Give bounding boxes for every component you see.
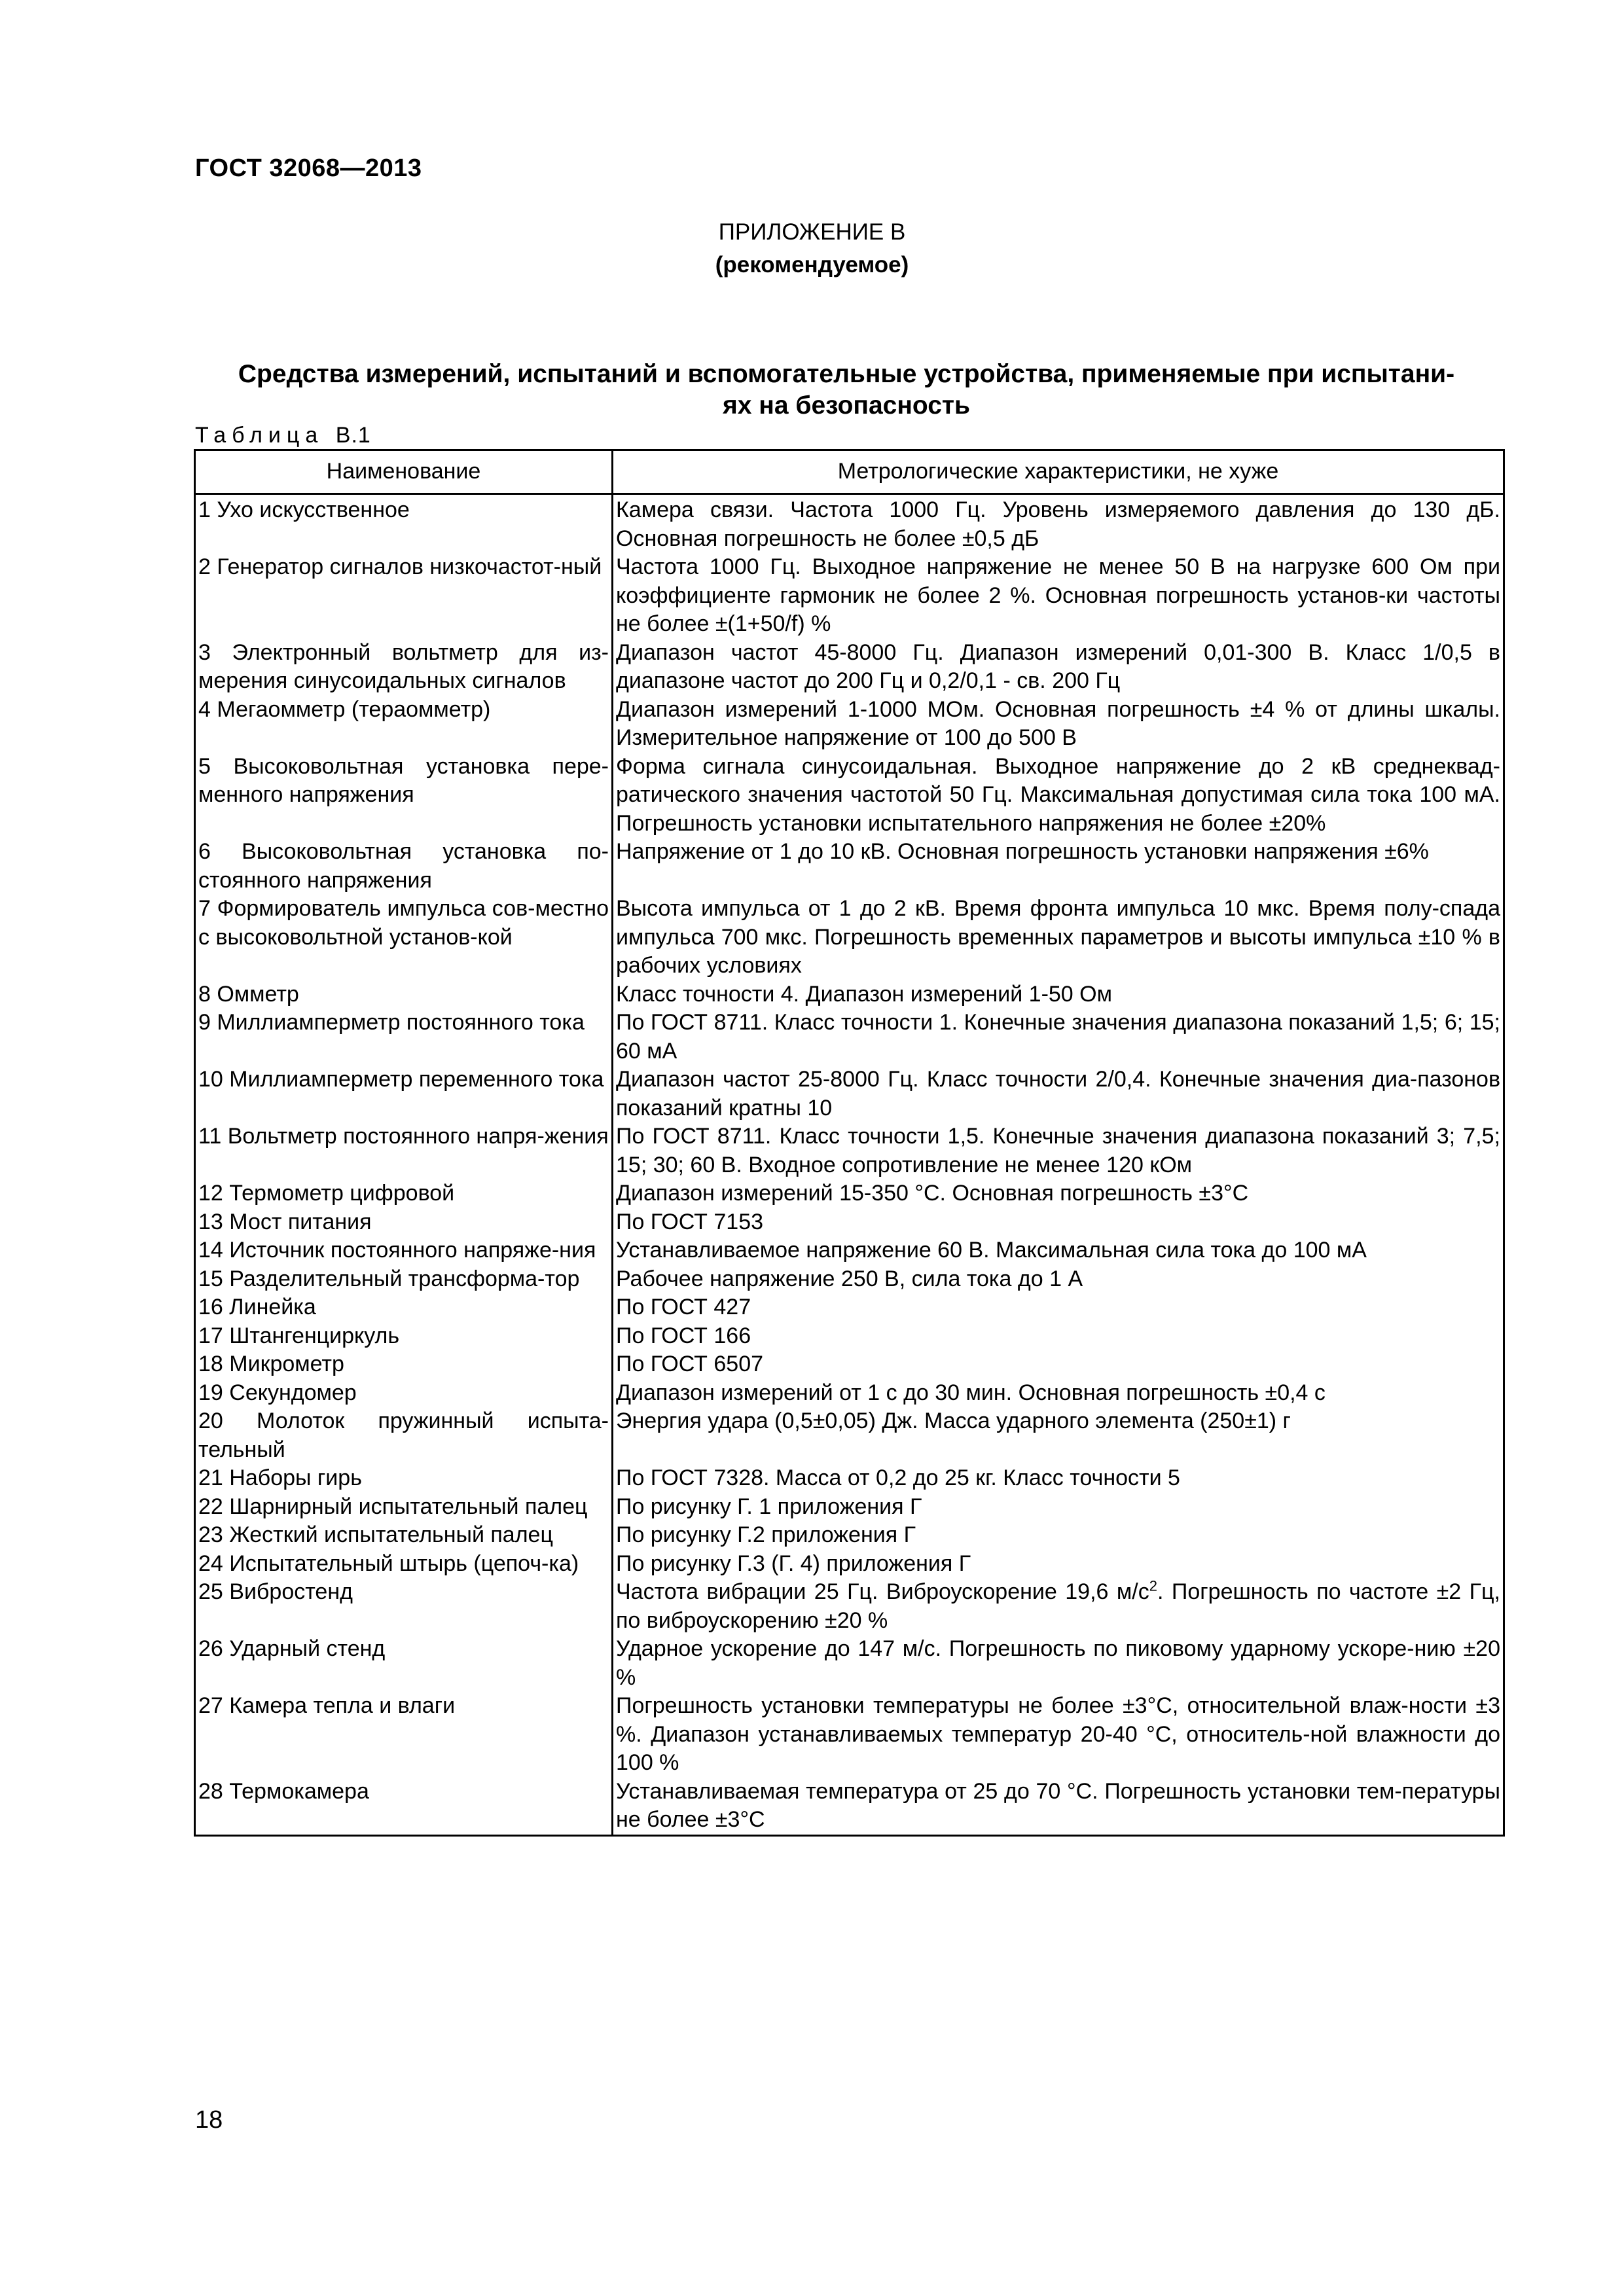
instrument-spec-cell: По ГОСТ 7328. Масса от 0,2 до 25 кг. Класс точности 5: [613, 1464, 1504, 1493]
instrument-spec-cell: По ГОСТ 166: [613, 1322, 1504, 1351]
instrument-name-cell: 26 Ударный стенд: [195, 1635, 613, 1692]
instrument-spec-cell: По ГОСТ 8711. Класс точности 1. Конечные значения диапазона показаний 1,5; 6; 15; 60 мА: [613, 1009, 1504, 1066]
section-title: [195, 359, 1498, 422]
instrument-name-cell: 5 Высоковольтная установка пере-менного напряжения: [195, 753, 613, 838]
table-row: [195, 639, 1504, 696]
instrument-name-cell: 25 Вибростенд: [195, 1578, 613, 1635]
table-row: [195, 1236, 1504, 1265]
table-row: [195, 1407, 1504, 1464]
instrument-name-cell: 12 Термометр цифровой: [195, 1179, 613, 1208]
instrument-spec-cell: Погрешность установки температуры не более ±3°С, относительной влаж-ности ±3 %. Диапазон устанавливаемых температур 20-40 °С, относитель-ной влажности до 100 %: [613, 1692, 1504, 1778]
instrument-spec-cell: [613, 1578, 1504, 1635]
instrument-name-cell: 27 Камера тепла и влаги: [195, 1692, 613, 1778]
instrument-name-cell: 10 Миллиамперметр переменного тока: [195, 1066, 613, 1122]
instrument-spec-cell: Частота 1000 Гц. Выходное напряжение не менее 50 В на нагрузке 600 Ом при коэффициенте гармоник не более 2 %. Основная погрешность установ-ки частоты не более ±(1+50/f) %: [613, 553, 1504, 639]
instrument-name-cell: 15 Разделительный трансформа-тор: [195, 1265, 613, 1294]
instrument-spec-cell: По рисунку Г. 1 приложения Г: [613, 1493, 1504, 1522]
instrument-name-cell: 22 Шарнирный испытательный палец: [195, 1493, 613, 1522]
instrument-spec-cell: По рисунку Г.2 приложения Г: [613, 1521, 1504, 1550]
instrument-spec-cell: Высота импульса от 1 до 2 кВ. Время фронта импульса 10 мкс. Время полу-спада импульса 700 мкс. Погрешность временных параметров и высоты импульса ±10 % в рабочих условиях: [613, 895, 1504, 980]
instruments-table: [194, 449, 1505, 1837]
instrument-spec-cell: Диапазон измерений 1-1000 МОм. Основная погрешность ±4 % от длины шкалы. Измерительное напряжение от 100 до 500 В: [613, 696, 1504, 753]
table-row: [195, 553, 1504, 639]
instrument-name-cell: 11 Вольтметр постоянного напря-жения: [195, 1122, 613, 1179]
instrument-name-cell: 18 Микрометр: [195, 1350, 613, 1379]
instrument-spec-cell: По ГОСТ 7153: [613, 1208, 1504, 1237]
table-row: [195, 1379, 1504, 1408]
appendix-title: ПРИЛОЖЕНИЕ В: [718, 219, 906, 245]
instrument-name-cell: 4 Мегаомметр (тераомметр): [195, 696, 613, 753]
table-caption-word: Таблица: [195, 423, 324, 448]
table-row: [195, 1009, 1504, 1066]
instrument-name-cell: 14 Источник постоянного напряже-ния: [195, 1236, 613, 1265]
table-row: [195, 1265, 1504, 1294]
instrument-name-cell: 20 Молоток пружинный испыта-тельный: [195, 1407, 613, 1464]
instrument-spec-cell: Диапазон частот 25-8000 Гц. Класс точности 2/0,4. Конечные значения диа-пазонов показаний кратны 10: [613, 1066, 1504, 1122]
instrument-spec-cell: Класс точности 4. Диапазон измерений 1-50 Ом: [613, 980, 1504, 1009]
instrument-spec-cell: Напряжение от 1 до 10 кВ. Основная погрешность установки напряжения ±6%: [613, 838, 1504, 895]
table-row: [195, 1066, 1504, 1122]
instrument-name-cell: 8 Омметр: [195, 980, 613, 1009]
instrument-spec-cell: По рисунку Г.3 (Г. 4) приложения Г: [613, 1550, 1504, 1579]
table-row: [195, 1322, 1504, 1351]
column-header-characteristics: Метрологические характеристики, не хуже: [613, 450, 1504, 494]
spec-text-start: Частота вибрации 25 Гц. Виброускорение 19,6 м/с: [616, 1579, 1149, 1604]
instrument-name-cell: 13 Мост питания: [195, 1208, 613, 1237]
table-row: [195, 838, 1504, 895]
table-caption-number: В.1: [335, 423, 371, 448]
instrument-name-cell: 9 Миллиамперметр постоянного тока: [195, 1009, 613, 1066]
instrument-spec-cell: Устанавливаемое напряжение 60 В. Максимальная сила тока до 100 мА: [613, 1236, 1504, 1265]
appendix-heading: [0, 216, 1624, 281]
table-row: [195, 1550, 1504, 1579]
section-title-line2: ях на безопасность: [723, 391, 970, 420]
table-row: [195, 1350, 1504, 1379]
table-row: [195, 1692, 1504, 1778]
instrument-name-cell: 28 Термокамера: [195, 1778, 613, 1836]
appendix-subtitle: (рекомендуемое): [715, 252, 909, 278]
section-title-line1: Средства измерений, испытаний и вспомогательные устройства, применяемые при испытани-: [238, 360, 1455, 388]
table-row: [195, 1778, 1504, 1836]
spec-superscript: 2: [1149, 1577, 1157, 1594]
table-row: [195, 1493, 1504, 1522]
table-row: [195, 1521, 1504, 1550]
instrument-spec-cell: Ударное ускорение до 147 м/с. Погрешность по пиковому ударному ускоре-нию ±20 %: [613, 1635, 1504, 1692]
instrument-name-cell: 21 Наборы гирь: [195, 1464, 613, 1493]
instrument-name-cell: 16 Линейка: [195, 1293, 613, 1322]
instrument-name-cell: 24 Испытательный штырь (цепоч-ка): [195, 1550, 613, 1579]
instrument-name-cell: 2 Генератор сигналов низкочастот-ный: [195, 553, 613, 639]
instrument-name-cell: 1 Ухо искусственное: [195, 494, 613, 554]
table-row: [195, 980, 1504, 1009]
instrument-name-cell: 7 Формирователь импульса сов-местно с высоковольтной установ-кой: [195, 895, 613, 980]
table-row: [195, 494, 1504, 554]
instrument-name-cell: 6 Высоковольтная установка по-стоянного напряжения: [195, 838, 613, 895]
table-row: [195, 1122, 1504, 1179]
instrument-spec-cell: Диапазон частот 45-8000 Гц. Диапазон измерений 0,01-300 В. Класс 1/0,5 в диапазоне частот до 200 Гц и 0,2/0,1 - св. 200 Гц: [613, 639, 1504, 696]
page-number: 18: [195, 2106, 223, 2134]
instrument-spec-cell: По ГОСТ 8711. Класс точности 1,5. Конечные значения диапазона показаний 3; 7,5; 15; 30; 60 В. Входное сопротивление не менее 120 кОм: [613, 1122, 1504, 1179]
table-caption: [195, 423, 371, 448]
instrument-spec-cell: Энергия удара (0,5±0,05) Дж. Масса ударного элемента (250±1) г: [613, 1407, 1504, 1464]
table-header-row: [195, 450, 1504, 494]
table-row: [195, 1578, 1504, 1635]
table-row: [195, 895, 1504, 980]
table-row: [195, 696, 1504, 753]
table-row: [195, 753, 1504, 838]
instrument-name-cell: 19 Секундомер: [195, 1379, 613, 1408]
instrument-spec-cell: Форма сигнала синусоидальная. Выходное напряжение до 2 кВ среднеквад-ратического значения частотой 50 Гц. Максимальная допустимая сила тока 100 мА. Погрешность установки испытательного напряжения не более ±20%: [613, 753, 1504, 838]
instrument-name-cell: 3 Электронный вольтметр для из-мерения синусоидальных сигналов: [195, 639, 613, 696]
instrument-spec-cell: Рабочее напряжение 250 В, сила тока до 1 А: [613, 1265, 1504, 1294]
table-row: [195, 1293, 1504, 1322]
instrument-spec-cell: По ГОСТ 6507: [613, 1350, 1504, 1379]
table-row: [195, 1208, 1504, 1237]
instrument-name-cell: 17 Штангенциркуль: [195, 1322, 613, 1351]
instrument-spec-cell: Устанавливаемая температура от 25 до 70 °С. Погрешность установки тем-пературы не более ±3°С: [613, 1778, 1504, 1836]
instrument-spec-cell: Диапазон измерений от 1 с до 30 мин. Основная погрешность ±0,4 с: [613, 1379, 1504, 1408]
table-row: [195, 1635, 1504, 1692]
document-number: ГОСТ 32068—2013: [195, 154, 422, 182]
instrument-spec-cell: Диапазон измерений 15-350 °С. Основная погрешность ±3°С: [613, 1179, 1504, 1208]
column-header-name: Наименование: [195, 450, 613, 494]
spec-text-end: . Погрешность по частоте ±2 Гц, по виброускорению ±20 %: [616, 1579, 1500, 1633]
table-body: [195, 494, 1504, 1836]
table-row: [195, 1179, 1504, 1208]
instrument-name-cell: 23 Жесткий испытательный палец: [195, 1521, 613, 1550]
table-row: [195, 1464, 1504, 1493]
instrument-spec-cell: Камера связи. Частота 1000 Гц. Уровень измеряемого давления до 130 дБ. Основная погрешность не более ±0,5 дБ: [613, 494, 1504, 554]
instrument-spec-cell: По ГОСТ 427: [613, 1293, 1504, 1322]
